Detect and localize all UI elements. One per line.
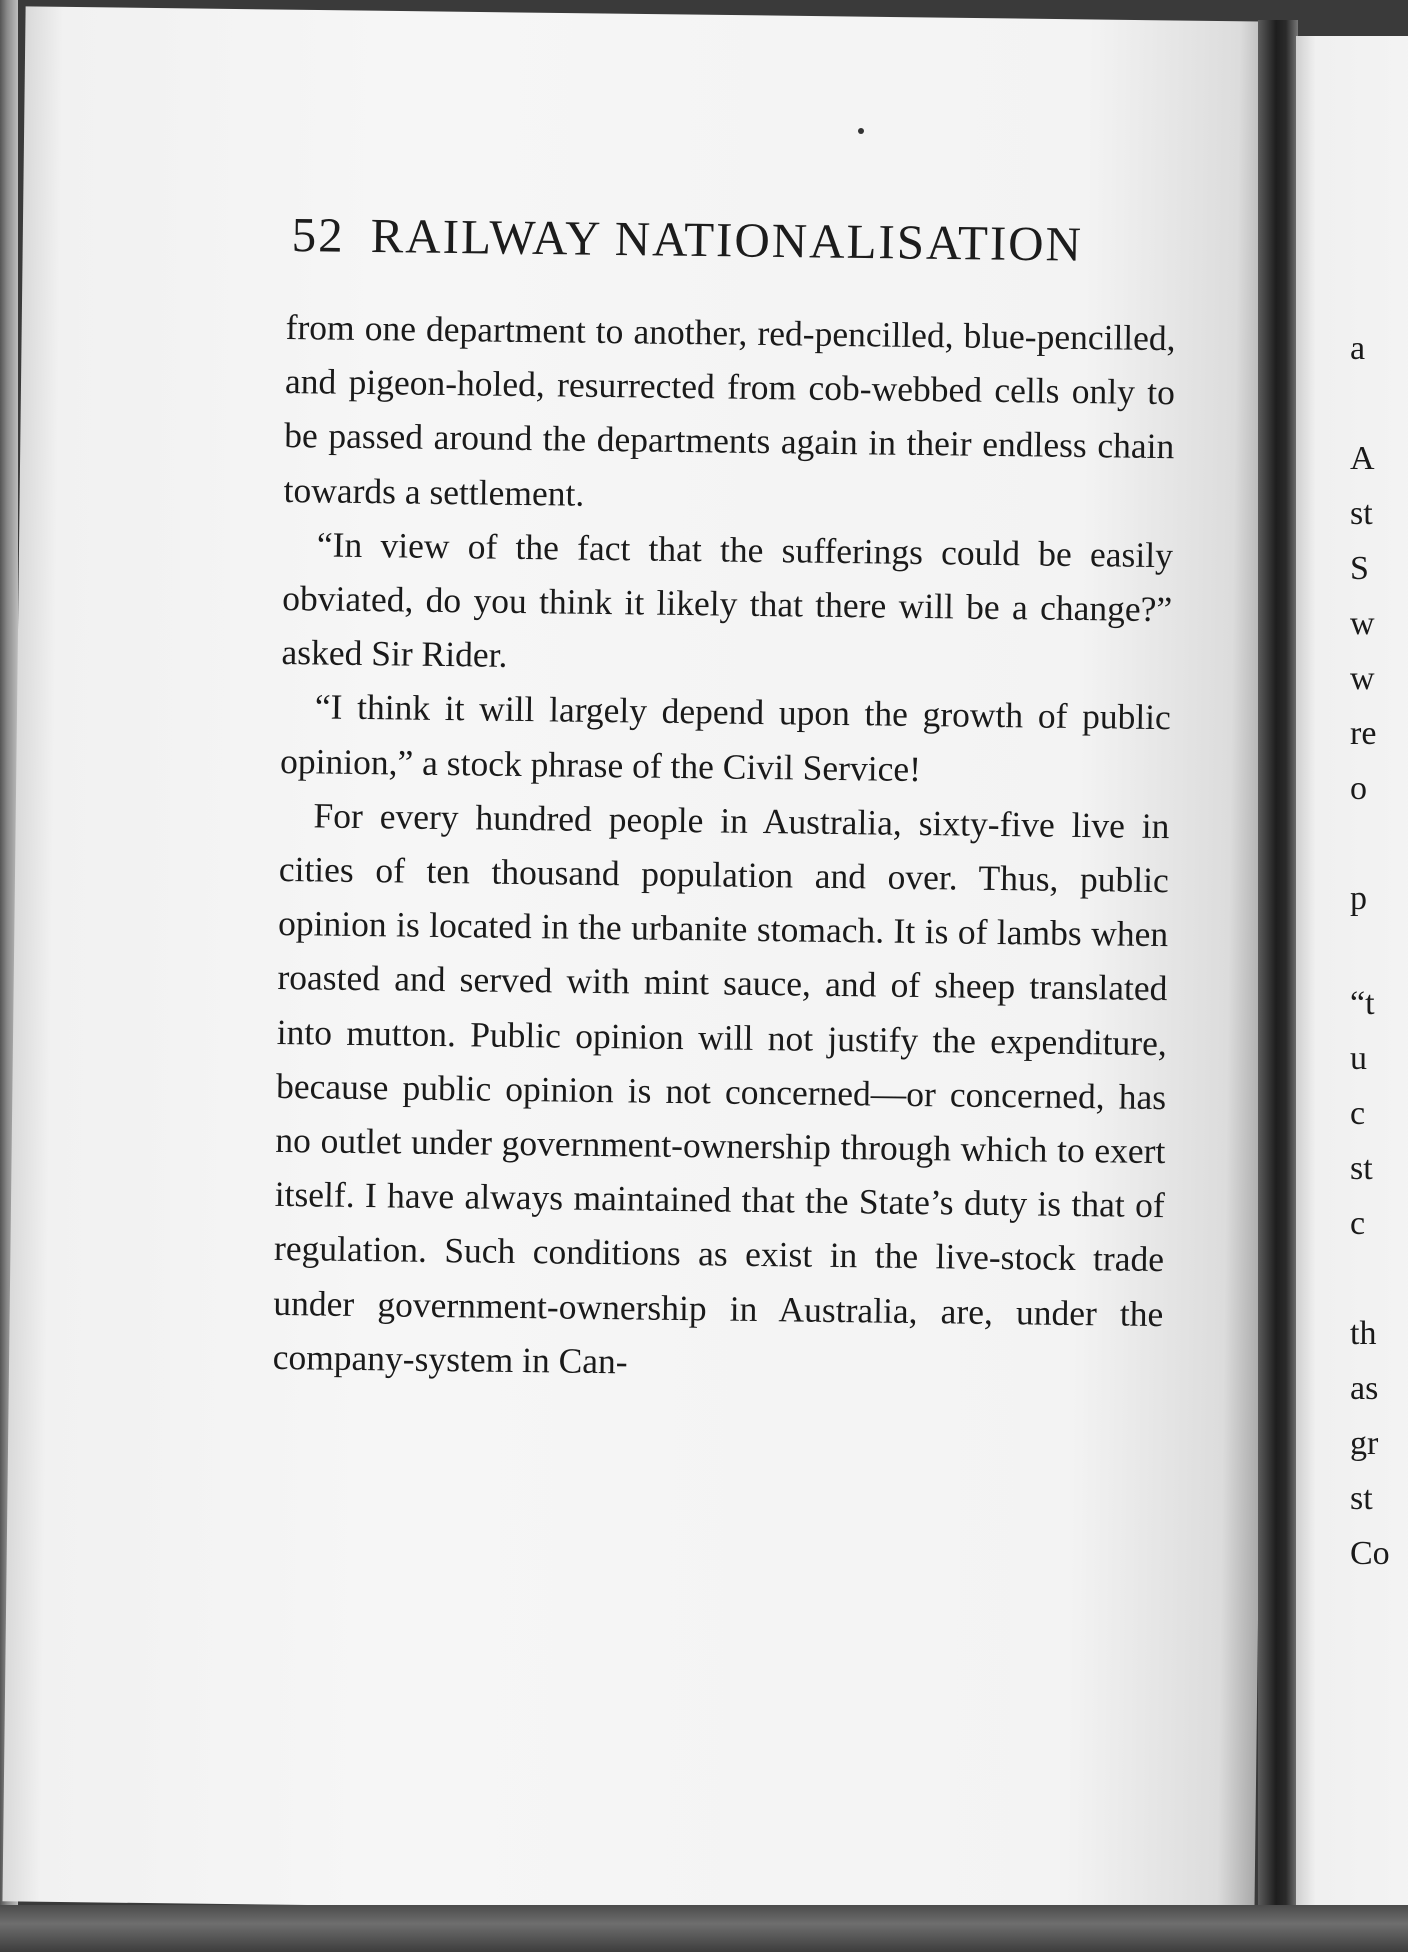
facing-fragment: gr	[1350, 1425, 1379, 1462]
paragraph: “I think it will largely depend upon the growth of public opinion,” a stock phrase of the Civil Service!	[279, 686, 1172, 789]
facing-fragment: S	[1350, 550, 1369, 587]
paragraph: from one department to another, red-pencilled, blue-pencilled, and pigeon-holed, resurrected from cob-webbed cells only to be passed around the departments again in their endless chain towards a settlement.	[283, 306, 1176, 514]
facing-fragment: o	[1350, 770, 1367, 807]
facing-fragment: w	[1350, 660, 1375, 697]
book-gutter	[1258, 20, 1298, 1920]
running-title: RAILWAY NATIONALISATION	[370, 207, 1084, 272]
facing-fragment: st	[1350, 1150, 1373, 1187]
body-text	[272, 300, 1176, 1395]
facing-fragment: th	[1350, 1315, 1377, 1352]
facing-fragment: w	[1350, 605, 1375, 642]
page-number: 52	[291, 206, 345, 263]
facing-fragment: “t	[1350, 985, 1375, 1022]
paragraph: “In view of the fact that the sufferings could be easily obviated, do you think it likely that there will be a change?” asked Sir Rider.	[281, 524, 1174, 676]
paragraph: For every hundred people in Australia, sixty-five live in cities of ten thousand population and over. Thus, public opinion is located in the urbanite stomach. It is of lambs when roasted and served with mint sauce, and of sheep translated into mutton. Public opinion will not justify the expenditure, because public opinion is not concerned—or concerned, has no outlet under government-ownership through which to exert itself. I have always maintained that the State’s duty is that of regulation. Such conditions as exist in the live-stock trade under government-ownership in Australia, are, under the company-system in Can-	[272, 795, 1170, 1382]
facing-fragment: a	[1350, 330, 1366, 367]
facing-fragment: A	[1350, 440, 1375, 477]
facing-fragment: as	[1350, 1370, 1379, 1407]
scan-bottom-edge	[0, 1905, 1408, 1952]
facing-fragment: c	[1350, 1205, 1366, 1242]
facing-fragment: Co	[1350, 1535, 1390, 1572]
facing-fragment: u	[1350, 1040, 1367, 1077]
facing-fragment: st	[1350, 495, 1373, 532]
running-head	[291, 206, 1172, 274]
facing-fragment: c	[1350, 1095, 1366, 1132]
facing-fragment: p	[1350, 880, 1367, 917]
facing-fragment: re	[1350, 715, 1377, 752]
facing-fragment: st	[1350, 1480, 1373, 1517]
dust-speck	[858, 128, 864, 134]
facing-page-text	[1350, 330, 1408, 1610]
